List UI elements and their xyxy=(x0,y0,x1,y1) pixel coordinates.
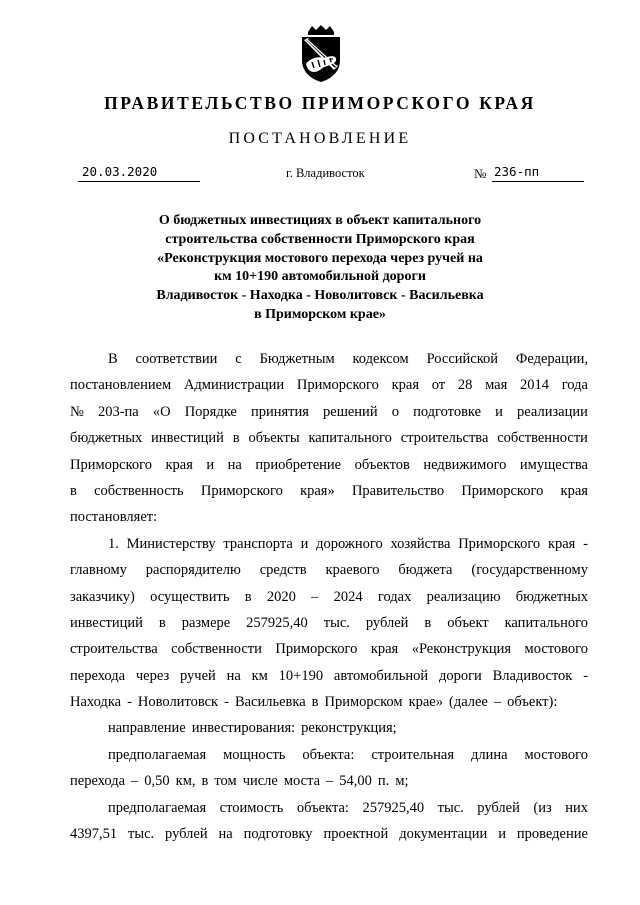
body-word: - xyxy=(127,694,132,711)
body-line xyxy=(70,346,588,372)
subject-line: в Приморском крае» xyxy=(254,306,386,322)
body-word: дороги xyxy=(438,667,482,684)
body-word: тыс. xyxy=(323,614,350,631)
body-word: объекта: xyxy=(296,799,349,816)
body-word: на xyxy=(218,826,233,843)
body-word: 2014 xyxy=(519,377,549,394)
document-body xyxy=(70,346,588,847)
body-word: 4397,51 xyxy=(70,826,118,843)
date-field xyxy=(78,164,200,182)
government-title: ПРАВИТЕЛЬСТВО ПРИМОРСКОГО КРАЯ xyxy=(104,93,536,113)
body-word: о xyxy=(391,403,399,420)
body-word: постановлением xyxy=(70,377,172,394)
body-word: – xyxy=(326,773,334,790)
body-word: мостового xyxy=(524,746,588,763)
body-line xyxy=(70,689,588,715)
body-word: и xyxy=(206,456,215,473)
body-word: В xyxy=(108,351,118,367)
body-word: с xyxy=(235,351,242,367)
body-word: - xyxy=(583,535,588,552)
body-word: - xyxy=(583,667,588,684)
body-word: дорожного xyxy=(316,535,383,552)
body-word: перехода xyxy=(70,667,126,684)
body-word: 2024 xyxy=(333,588,363,605)
body-word: собственность xyxy=(94,482,184,499)
document-number: 236-пп xyxy=(494,164,540,179)
body-word: края xyxy=(165,456,193,473)
body-word: км, xyxy=(175,773,196,790)
body-line xyxy=(70,504,588,530)
body-word: стоимость xyxy=(219,799,284,816)
body-word: рублей xyxy=(165,826,208,843)
body-word: в xyxy=(232,430,240,447)
body-word: заказчику) xyxy=(70,588,135,605)
body-word: собственности xyxy=(171,641,262,658)
body-word: годах xyxy=(377,588,412,605)
body-word: направление xyxy=(108,720,186,737)
body-line xyxy=(70,742,588,768)
body-word: строительная xyxy=(371,746,455,763)
subject-line: строительства собственности Приморского края xyxy=(165,231,475,247)
body-word: решений xyxy=(323,403,378,420)
body-word: края xyxy=(547,535,576,552)
document-meta-row xyxy=(0,164,640,188)
body-word: крае» xyxy=(408,694,443,711)
body-word: – xyxy=(131,773,139,790)
body-word: объекта: xyxy=(302,746,355,763)
body-line xyxy=(70,531,588,557)
body-word: – xyxy=(493,694,502,711)
body-word: 203-па xyxy=(97,403,139,420)
body-word: через xyxy=(135,667,170,684)
body-word: средств xyxy=(259,562,307,579)
body-word: капитального xyxy=(504,614,588,631)
body-word: и xyxy=(495,403,503,420)
body-word: мостового xyxy=(524,641,588,658)
body-word: реконструкция; xyxy=(301,720,397,737)
number-label: № xyxy=(474,166,487,181)
body-word: (из xyxy=(533,799,552,816)
body-word: 1. xyxy=(108,535,119,552)
body-word: рублей xyxy=(365,614,409,631)
body-word: предполагаемая xyxy=(108,799,207,816)
body-word: собственности xyxy=(497,430,588,447)
body-word: в xyxy=(424,614,432,631)
body-word: длина xyxy=(470,746,508,763)
body-word: тыс. xyxy=(437,799,464,816)
body-line xyxy=(70,478,588,504)
document-city: г. Владивосток xyxy=(286,166,365,180)
body-word: № xyxy=(70,403,84,420)
body-word: осуществить xyxy=(150,588,230,605)
body-word: объект xyxy=(447,614,489,631)
body-word: объекты xyxy=(248,430,300,447)
body-line xyxy=(70,795,588,821)
body-word: подготовку xyxy=(243,826,313,843)
body-word: реализации xyxy=(517,403,588,420)
body-word: капитального xyxy=(308,430,392,447)
body-word: документации xyxy=(399,826,488,843)
body-word: в xyxy=(158,614,166,631)
body-line xyxy=(70,663,588,689)
body-word: в xyxy=(70,482,77,499)
body-word: объектов xyxy=(354,456,410,473)
body-word: – xyxy=(311,588,319,605)
body-word: перехода xyxy=(70,773,126,790)
body-word: постановляет: xyxy=(70,509,158,526)
body-word: мая xyxy=(485,377,508,394)
body-word: 10+190 xyxy=(278,667,324,684)
body-word: предполагаемая xyxy=(108,746,207,763)
body-word: «О xyxy=(152,403,171,420)
body-line xyxy=(70,372,588,398)
body-word: приобретение xyxy=(255,456,342,473)
body-word: распорядителю xyxy=(145,562,241,579)
body-word: Приморского xyxy=(200,482,283,499)
body-line xyxy=(70,557,588,583)
body-word: объект): xyxy=(507,694,558,711)
document-subject xyxy=(100,212,540,325)
body-word: края» xyxy=(300,482,335,499)
subject-line: Владивосток - Находка - Новолитовск - Васильевка xyxy=(156,288,484,304)
body-word: Васильевка xyxy=(234,694,306,711)
body-word: проведение xyxy=(516,826,588,843)
body-word: подготовке xyxy=(413,403,482,420)
body-word: Приморского xyxy=(70,456,152,473)
body-word: Администрации xyxy=(183,377,285,394)
body-word: края xyxy=(560,482,588,499)
body-word: моста xyxy=(283,773,321,790)
body-word: инвестиций xyxy=(70,614,143,631)
body-word: строительства xyxy=(400,430,489,447)
body-word: на xyxy=(227,456,242,473)
body-word: Федерации, xyxy=(515,351,588,367)
body-word: главному xyxy=(70,562,127,579)
body-word: «Реконструкция xyxy=(411,641,512,658)
coat-of-arms-icon xyxy=(294,24,348,84)
body-line xyxy=(70,715,588,741)
body-word: п. xyxy=(377,773,390,790)
body-word: Приморского xyxy=(296,377,379,394)
body-word: Российской xyxy=(426,351,499,367)
body-word: имущества xyxy=(519,456,588,473)
subject-line: «Реконструкция мостового перехода через ручей на xyxy=(157,250,483,266)
body-word: и xyxy=(300,535,309,552)
body-word: соответствии xyxy=(135,351,218,367)
body-word: в xyxy=(244,588,252,605)
body-word: недвижимого xyxy=(423,456,507,473)
body-word: в xyxy=(311,694,319,711)
body-word: - xyxy=(224,694,229,711)
body-word: Приморского xyxy=(458,535,541,552)
body-line xyxy=(70,584,588,610)
document-type: ПОСТАНОВЛЕНИЕ xyxy=(228,130,412,147)
body-word: принятия xyxy=(250,403,309,420)
body-line xyxy=(70,636,588,662)
body-word: мощность xyxy=(223,746,286,763)
body-word: и xyxy=(498,826,506,843)
body-word: края xyxy=(391,377,420,394)
body-word: 2020 xyxy=(266,588,296,605)
body-word: бюджетных xyxy=(70,430,143,447)
body-word: в xyxy=(201,773,209,790)
body-word: 257925,40 xyxy=(246,614,308,631)
body-word: 54,00 xyxy=(339,773,372,790)
body-word: тыс. xyxy=(128,826,155,843)
body-word: км xyxy=(251,667,268,684)
body-word: края xyxy=(370,641,399,658)
body-word: транспорта xyxy=(223,535,293,552)
body-word: числе xyxy=(242,773,278,790)
body-word: (далее xyxy=(448,694,488,711)
body-line xyxy=(70,768,588,794)
body-word: Владивосток xyxy=(492,667,573,684)
body-word: Новолитовск xyxy=(137,694,219,711)
body-word: 28 xyxy=(457,377,473,394)
document-date: 20.03.2020 xyxy=(82,164,158,179)
body-word: проектной xyxy=(323,826,389,843)
body-word: строительства xyxy=(70,641,158,658)
body-word: ручей xyxy=(180,667,216,684)
body-word: краевого xyxy=(325,562,380,579)
body-word: бюджетных xyxy=(515,588,588,605)
body-word: Приморского xyxy=(461,482,544,499)
body-word: 257925,40 xyxy=(362,799,425,816)
body-word: от xyxy=(431,377,446,394)
body-word: кодексом xyxy=(352,351,409,367)
body-word: (государственному xyxy=(471,562,588,579)
body-word: на xyxy=(226,667,241,684)
body-word: бюджета xyxy=(398,562,453,579)
body-line xyxy=(70,610,588,636)
body-word: автомобильной xyxy=(333,667,429,684)
body-word: том xyxy=(214,773,237,790)
body-word: 0,50 xyxy=(144,773,170,790)
body-word: инвестиций xyxy=(151,430,224,447)
body-word: реализацию xyxy=(426,588,501,605)
body-line xyxy=(70,399,588,425)
body-word: Правительство xyxy=(351,482,445,499)
body-line xyxy=(70,452,588,478)
subject-line: км 10+190 автомобильной дороги xyxy=(214,269,426,285)
body-word: м; xyxy=(395,773,409,790)
body-line xyxy=(70,425,588,451)
body-word: Министерству xyxy=(126,535,216,552)
body-word: года xyxy=(561,377,588,394)
body-word: размере xyxy=(181,614,231,631)
body-line xyxy=(70,821,588,847)
body-word: Приморском xyxy=(324,694,403,711)
body-word: Находка xyxy=(70,694,122,711)
body-word: инвестирования: xyxy=(191,720,296,737)
body-word: них xyxy=(565,799,588,816)
subject-line: О бюджетных инвестициях в объект капитального xyxy=(158,213,482,228)
body-word: хозяйства xyxy=(390,535,451,552)
body-word: Приморского xyxy=(275,641,358,658)
body-word: Порядке xyxy=(184,403,237,420)
body-word: Бюджетным xyxy=(259,351,335,367)
number-field xyxy=(492,164,584,182)
body-word: рублей xyxy=(477,799,520,816)
